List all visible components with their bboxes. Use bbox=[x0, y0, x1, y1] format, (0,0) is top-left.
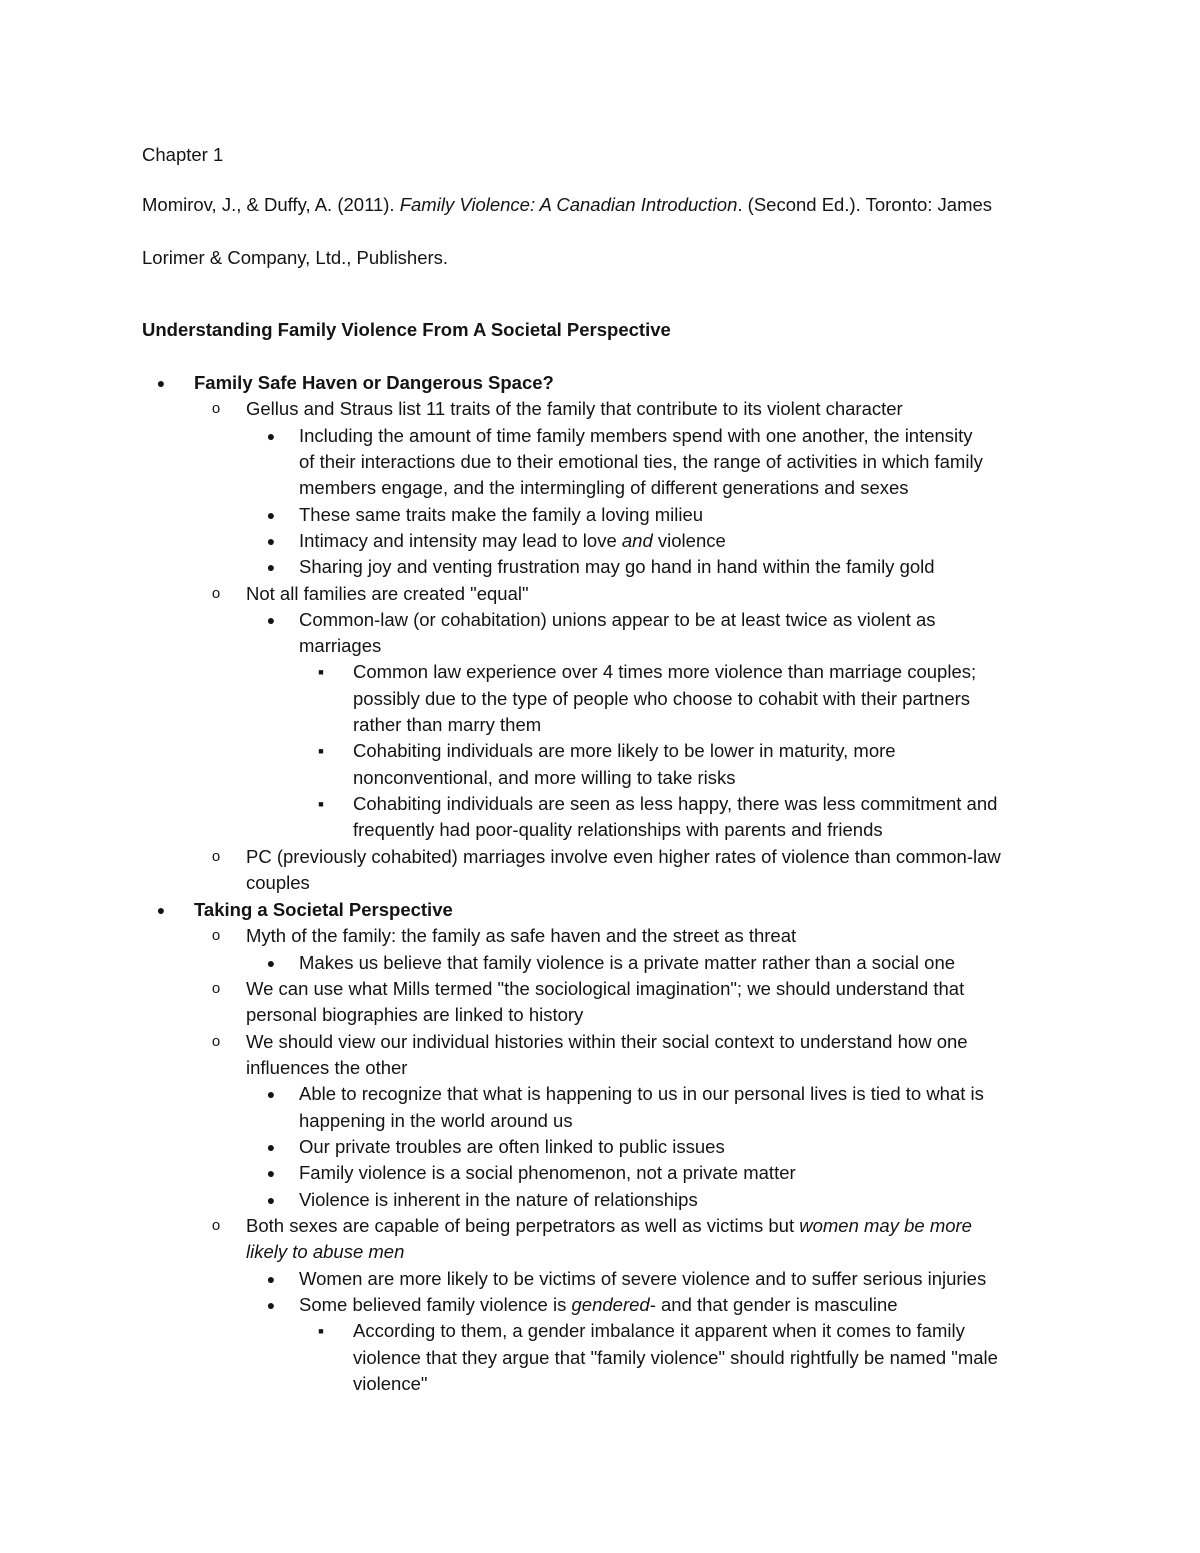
text-run: Intimacy and intensity may lead to love bbox=[299, 530, 622, 551]
list-item-l3: Violence is inherent in the nature of relationships bbox=[299, 1189, 698, 1210]
list-item-l2: Gellus and Straus list 11 traits of the family that contribute to its violent character bbox=[246, 398, 903, 419]
bullet-l3: ● bbox=[266, 428, 276, 444]
list-item-l4: According to them, a gender imbalance it apparent when it comes to family bbox=[353, 1320, 965, 1341]
list-item-l4-continued: frequently had poor-quality relationships with parents and friends bbox=[353, 819, 883, 840]
list-item-l2-continued: couples bbox=[246, 872, 310, 893]
bullet-l2: o bbox=[211, 980, 221, 997]
bullet-l3: ● bbox=[266, 1192, 276, 1208]
citation-publisher: Lorimer & Company, Ltd., Publishers. bbox=[142, 247, 449, 268]
list-item-l4: Cohabiting individuals are more likely to be lower in maturity, more bbox=[353, 740, 896, 761]
list-item-l1: Taking a Societal Perspective bbox=[194, 899, 453, 920]
bullet-l1: ● bbox=[156, 902, 166, 918]
citation-edition: . (Second Ed.). Toronto: James bbox=[737, 194, 993, 215]
list-item-l1: Family Safe Haven or Dangerous Space? bbox=[194, 372, 554, 393]
bullet-l3: ● bbox=[266, 1297, 276, 1313]
list-item-l3: Makes us believe that family violence is a private matter rather than a social one bbox=[299, 952, 956, 973]
bullet-l3: ● bbox=[266, 1139, 276, 1155]
text-run: - and that gender is masculine bbox=[649, 1294, 898, 1315]
bullet-l3: ● bbox=[266, 507, 276, 523]
list-item-l3 bbox=[299, 1292, 898, 1318]
italic-text-run: and bbox=[621, 530, 653, 551]
chapter-heading: Chapter 1 bbox=[142, 144, 224, 165]
bullet-l3: ● bbox=[266, 1165, 276, 1181]
bullet-l4: ■ bbox=[318, 1326, 324, 1336]
bullet-l2: o bbox=[211, 400, 221, 417]
list-item-l3: Including the amount of time family members spend with one another, the intensity bbox=[299, 425, 973, 446]
bullet-l3: ● bbox=[266, 612, 276, 628]
bullet-l4: ■ bbox=[318, 799, 324, 809]
list-item-l3-continued: of their interactions due to their emotional ties, the range of activities in which family bbox=[299, 451, 983, 472]
list-item-l3 bbox=[299, 528, 726, 554]
bullet-l3: ● bbox=[266, 533, 276, 549]
list-item-l3-continued: members engage, and the intermingling of different generations and sexes bbox=[299, 477, 909, 498]
bullet-l2: o bbox=[211, 927, 221, 944]
text-run: Both sexes are capable of being perpetrators as well as victims but bbox=[246, 1215, 800, 1236]
list-item-l2: Myth of the family: the family as safe haven and the street as threat bbox=[246, 925, 797, 946]
bullet-l2: o bbox=[211, 1033, 221, 1050]
citation-authors: Momirov, J., & Duffy, A. (2011). bbox=[142, 194, 400, 215]
list-item-l2-continued: personal biographies are linked to history bbox=[246, 1004, 584, 1025]
list-item-l4: Cohabiting individuals are seen as less happy, there was less commitment and bbox=[353, 793, 998, 814]
bullet-l3: ● bbox=[266, 559, 276, 575]
list-item-l4-continued: violence" bbox=[353, 1373, 428, 1394]
list-item-l3-continued: marriages bbox=[299, 635, 382, 656]
bullet-l2: o bbox=[211, 1217, 221, 1234]
list-item-l2-continued: likely to abuse men bbox=[246, 1241, 405, 1262]
italic-text-run: women may be more bbox=[799, 1215, 972, 1236]
list-item-l2: Not all families are created "equal" bbox=[246, 583, 529, 604]
list-item-l3: Common-law (or cohabitation) unions appear to be at least twice as violent as bbox=[299, 609, 936, 630]
bullet-l4: ■ bbox=[318, 667, 324, 677]
bullet-l2: o bbox=[211, 585, 221, 602]
citation-book-title: Family Violence: A Canadian Introduction bbox=[399, 194, 738, 215]
list-item-l4-continued: violence that they argue that "family violence" should rightfully be named "male bbox=[353, 1347, 998, 1368]
section-title: Understanding Family Violence From A Societal Perspective bbox=[142, 319, 671, 340]
list-item-l4-continued: possibly due to the type of people who choose to cohabit with their partners bbox=[353, 688, 971, 709]
text-run: violence bbox=[652, 530, 726, 551]
list-item-l2-continued: influences the other bbox=[246, 1057, 408, 1078]
list-item-l3: Family violence is a social phenomenon, not a private matter bbox=[299, 1162, 796, 1183]
citation-line-1 bbox=[142, 192, 992, 218]
bullet-l4: ■ bbox=[318, 746, 324, 756]
list-item-l2: We can use what Mills termed "the sociological imagination"; we should understand that bbox=[246, 978, 965, 999]
list-item-l2 bbox=[246, 1213, 972, 1239]
list-item-l4-continued: nonconventional, and more willing to take risks bbox=[353, 767, 736, 788]
text-run: Some believed family violence is bbox=[299, 1294, 572, 1315]
bullet-l3: ● bbox=[266, 1086, 276, 1102]
list-item-l3: Sharing joy and venting frustration may go hand in hand within the family gold bbox=[299, 556, 935, 577]
bullet-l2: o bbox=[211, 848, 221, 865]
italic-text-run: gendered bbox=[571, 1294, 650, 1315]
list-item-l3: These same traits make the family a loving milieu bbox=[299, 504, 704, 525]
bullet-l1: ● bbox=[156, 375, 166, 391]
bullet-l3: ● bbox=[266, 955, 276, 971]
list-item-l2: PC (previously cohabited) marriages involve even higher rates of violence than common-law bbox=[246, 846, 1001, 867]
list-item-l3: Able to recognize that what is happening to us in our personal lives is tied to what is bbox=[299, 1083, 984, 1104]
bullet-l3: ● bbox=[266, 1271, 276, 1287]
list-item-l3-continued: happening in the world around us bbox=[299, 1110, 573, 1131]
list-item-l2: We should view our individual histories within their social context to understand how one bbox=[246, 1031, 968, 1052]
list-item-l3: Women are more likely to be victims of severe violence and to suffer serious injuries bbox=[299, 1268, 987, 1289]
list-item-l3: Our private troubles are often linked to public issues bbox=[299, 1136, 725, 1157]
list-item-l4-continued: rather than marry them bbox=[353, 714, 542, 735]
list-item-l4: Common law experience over 4 times more violence than marriage couples; bbox=[353, 661, 977, 682]
